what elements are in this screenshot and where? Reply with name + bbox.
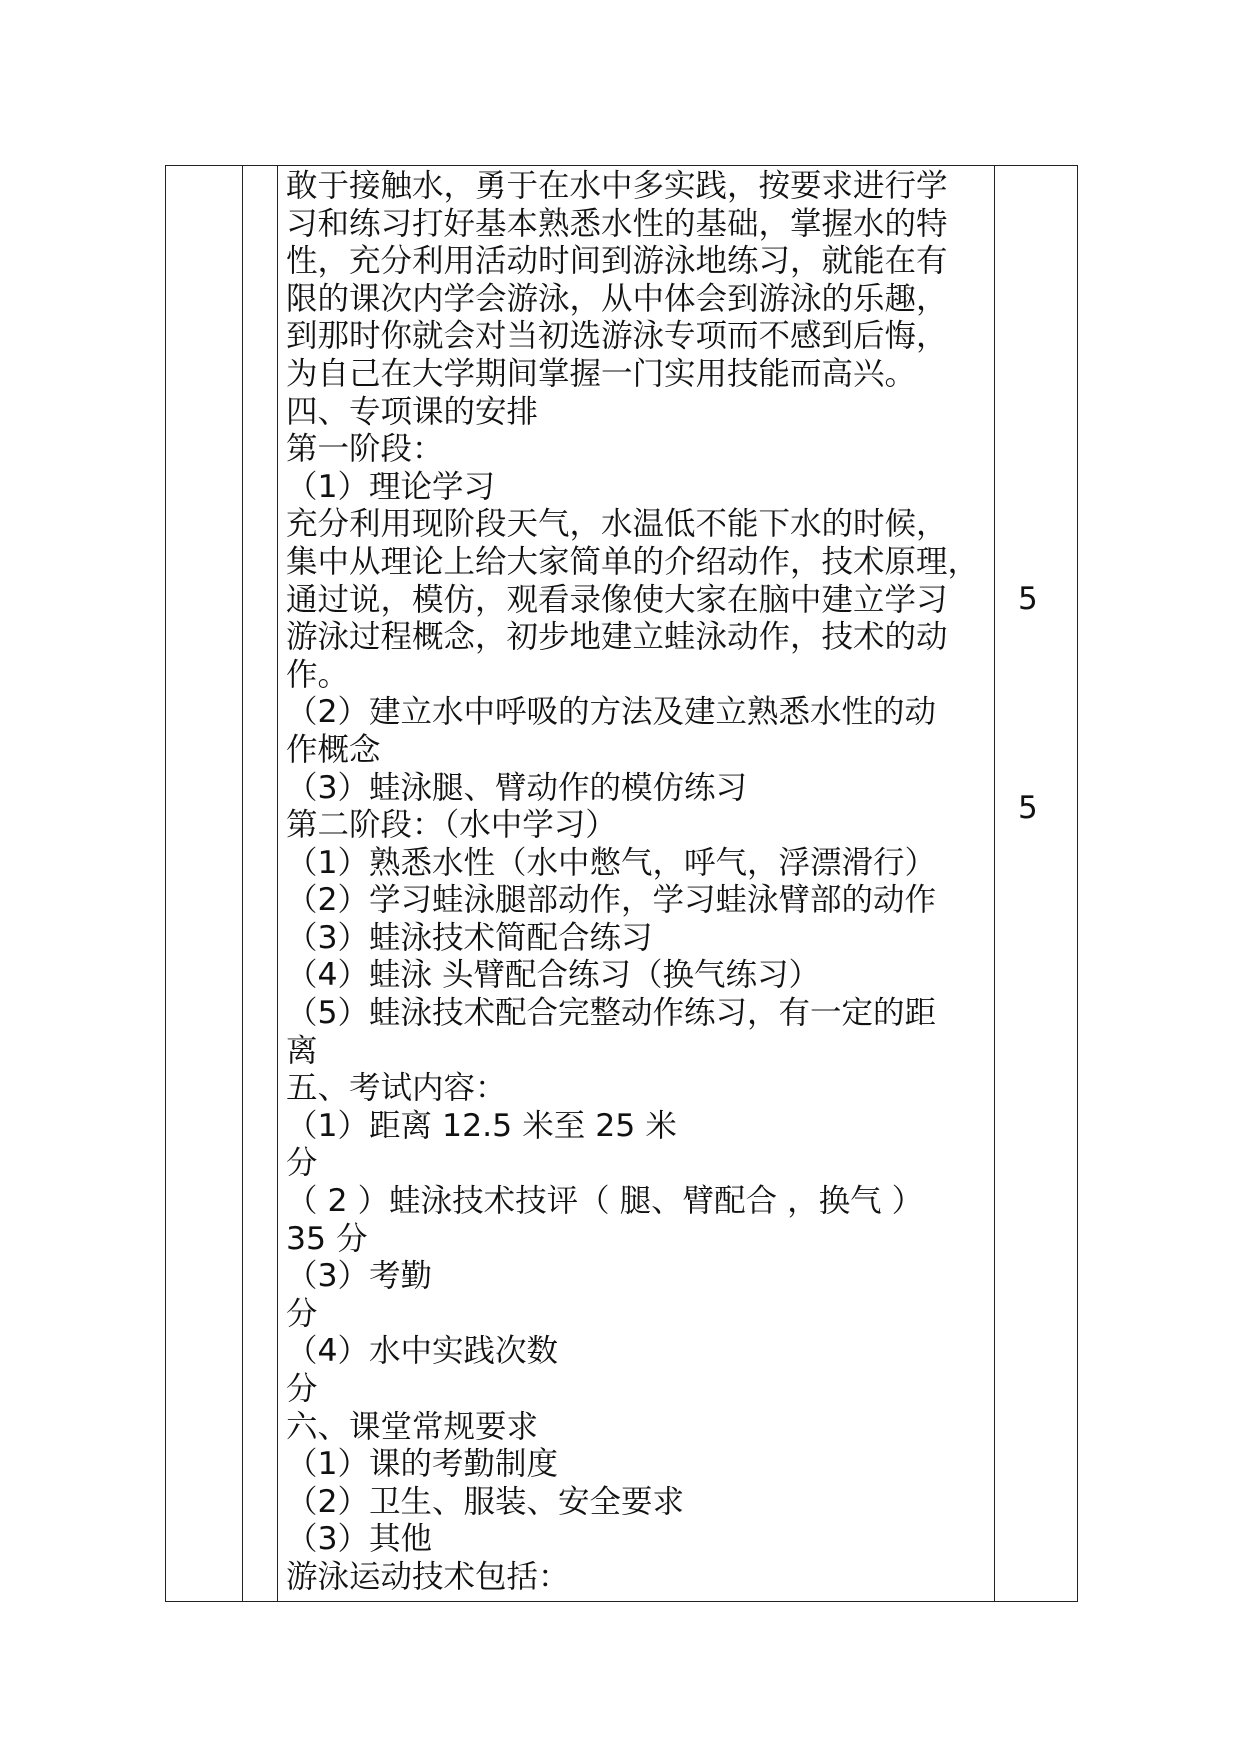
lesson-plan-table [165, 165, 1078, 1602]
text-line: 敢于接触水，勇于在水中多实践，按要求进行学 [286, 168, 948, 204]
text-line: 离 [286, 1032, 318, 1069]
stage-heading: 第一阶段： [286, 431, 444, 468]
text-line: 游泳运动技术包括： [286, 1558, 570, 1595]
column-divider [994, 166, 995, 1601]
list-item: （3）蛙泳腿、臂动作的模仿练习 [286, 769, 748, 806]
list-item: （3）蛙泳技术简配合练习 [286, 919, 653, 956]
text-line: 集中从理论上给大家简单的介绍动作，技术原理， [286, 543, 980, 580]
text-line: 游泳过程概念，初步地建立蛙泳动作，技术的动 [286, 619, 948, 656]
list-item: （1）课的考勤制度 [286, 1446, 559, 1483]
list-item: （4）蛙泳 头臂配合练习（换气练习） [286, 957, 821, 994]
text-line: 分 [286, 1371, 318, 1407]
text-line: 充分利用现阶段天气，水温低不能下水的时候， [286, 506, 948, 543]
list-item: （4）水中实践次数 [286, 1333, 559, 1370]
text-line: 通过说，模仿，观看录像使大家在脑中建立学习 [286, 581, 948, 618]
text-line: 限的课次内学会游泳，从中体会到游泳的乐趣， [286, 280, 948, 317]
text-line: 分 [286, 1295, 318, 1332]
section-heading: 六、课堂常规要求 [286, 1408, 539, 1445]
column-divider [277, 166, 278, 1601]
stage-heading: 第二阶段：（水中学习） [286, 807, 617, 844]
text-line: 作概念 [286, 731, 381, 768]
text-line: 为自己在大学期间掌握一门实用技能而高兴。 [286, 355, 917, 392]
list-item: （2）建立水中呼吸的方法及建立熟悉水性的动 [286, 694, 937, 731]
list-item: （1）理论学习 [286, 468, 496, 505]
list-item: （3）考勤 [286, 1258, 433, 1295]
list-item: （5）蛙泳技术配合完整动作练习，有一定的距 [286, 995, 937, 1032]
text-line: 35 分 [286, 1220, 368, 1257]
list-item: （1）熟悉水性（水中憋气，呼气，浮漂滑行） [286, 844, 937, 881]
text-line: 分 [286, 1145, 318, 1182]
score-value: 5 [1018, 581, 1038, 617]
list-item: （1）距离 12.5 米至 25 米 [286, 1107, 677, 1144]
list-item: （2）学习蛙泳腿部动作，学习蛙泳臂部的动作 [286, 882, 937, 919]
score-value: 5 [1018, 790, 1038, 826]
section-heading: 五、考试内容： [286, 1070, 507, 1107]
text-line: 习和练习打好基本熟悉水性的基础，掌握水的特 [286, 205, 948, 242]
list-item: （3）其他 [286, 1521, 433, 1558]
list-item: （ 2 ）蛙泳技术技评（ 腿、臂配合 ，换气 ） [286, 1183, 924, 1220]
text-line: 性，充分利用活动时间到游泳地练习，就能在有 [286, 243, 948, 280]
section-heading: 四、专项课的安排 [286, 393, 539, 430]
content-cell [286, 168, 980, 1598]
text-line: 到那时你就会对当初选游泳专项而不感到后悔， [286, 318, 948, 355]
column-divider [242, 166, 243, 1601]
list-item: （2）卫生、服装、安全要求 [286, 1483, 685, 1520]
text-line: 作。 [286, 656, 350, 693]
